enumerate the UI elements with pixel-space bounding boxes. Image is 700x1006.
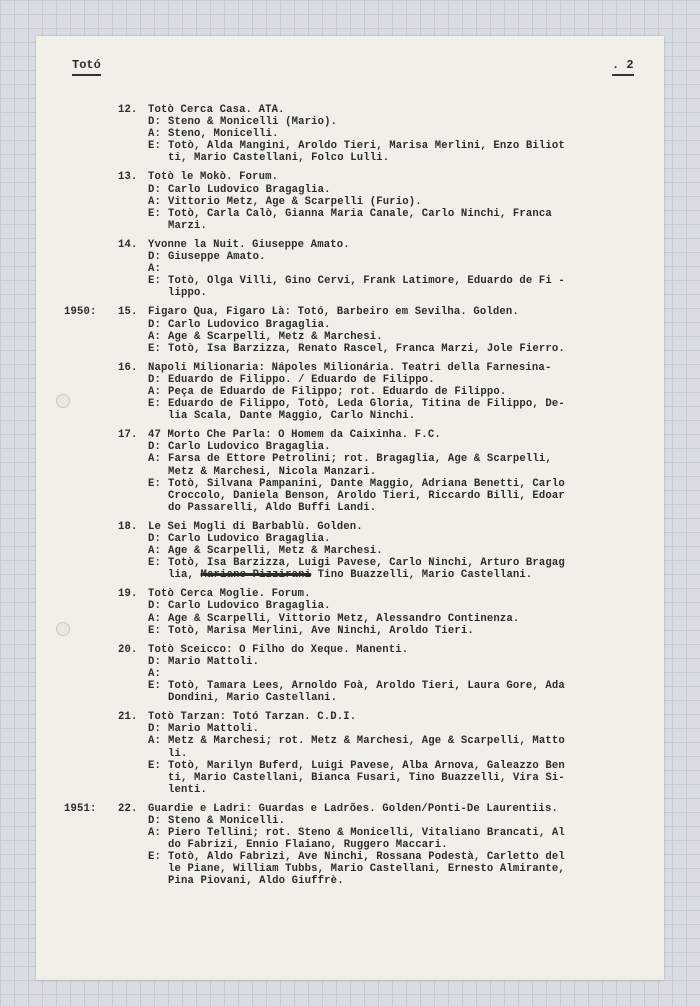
credit-continuation [64, 220, 644, 232]
film-entry [64, 803, 644, 888]
credit-text: Age & Scarpelli, Metz & Marchesi. [168, 545, 383, 558]
continuation-text: Tino Buazzelli, Mario Castellani. [311, 569, 533, 582]
entry-number: 15. [118, 306, 138, 319]
credit-text: Mario Mattoli. [168, 655, 260, 668]
credit-continuation [64, 410, 644, 422]
credit-label: D: [148, 533, 162, 545]
credit-label: E: [148, 680, 162, 693]
credit-continuation [64, 748, 644, 760]
credit-label: D: [148, 183, 162, 196]
entry-number: 19. [118, 588, 138, 601]
credit-line [64, 386, 644, 398]
credit-label: D: [148, 655, 162, 668]
credit-line [64, 331, 644, 343]
continuation-text: lia, [168, 569, 201, 582]
entry-year: 1951: [64, 802, 97, 815]
credit-continuation [64, 692, 644, 704]
credit-continuation [64, 490, 644, 502]
credit-text: Totò, Tamara Lees, Arnoldo Foà, Aroldo Tieri, Laura Gore, Ada [168, 680, 565, 693]
credit-text: Metz & Marchesi; rot. Metz & Marchesi, Age & Scarpelli, Matto [168, 735, 565, 748]
struck-text: Mariano Pizzirani [200, 569, 312, 582]
credit-line [64, 668, 644, 680]
credit-line [64, 545, 644, 557]
entry-number: 18. [118, 520, 138, 533]
credit-label: E: [148, 624, 162, 637]
entry-title: Guardie e Ladri: Guardas e Ladrões. Golden/Ponti-De Laurentiis. [148, 802, 558, 815]
credit-text: Totò, Silvana Pampanini, Dante Maggio, Adriana Benetti, Carlo [168, 477, 565, 490]
filmography-list [64, 104, 644, 895]
credit-line [64, 263, 644, 275]
continuation-text: lia Scala, Dante Maggio, Carlo Ninchi. [168, 410, 416, 423]
credit-continuation [64, 569, 644, 581]
header-title: Totó [72, 58, 101, 76]
credit-line [64, 613, 644, 625]
entry-title: Totò Cerca Moglie. Forum. [148, 588, 311, 601]
credit-label: D: [148, 723, 162, 736]
credit-text: Giuseppe Amato. [168, 251, 266, 264]
credit-line [64, 815, 644, 827]
credit-line [64, 680, 644, 692]
credit-label: A: [148, 827, 162, 840]
credit-label: D: [148, 600, 162, 613]
credit-text: Farsa de Ettore Petrolini; rot. Bragaglia, Age & Scarpelli, [168, 453, 552, 466]
credit-line [64, 453, 644, 465]
credit-text: Peça de Eduardo de Filippo; rot. Eduardo de Filippo. [168, 385, 507, 398]
credit-line [64, 827, 644, 839]
film-entry [64, 104, 644, 164]
credit-text: Totò, Marilyn Buferd, Luigi Pavese, Alba Arnova, Galeazzo Ben [168, 759, 565, 772]
credit-text: Totò, Aldo Fabrizi, Ave Ninchi, Rossana Podestà, Carletto del [168, 851, 565, 864]
credit-label: D: [148, 373, 162, 386]
credit-line [64, 196, 644, 208]
credit-text: Totò, Alda Mangini, Aroldo Tieri, Marisa Merlini, Enzo Biliot [168, 140, 565, 153]
credit-label: A: [148, 330, 162, 343]
credit-continuation [64, 466, 644, 478]
entry-title: Totò le Mokò. Forum. [148, 171, 279, 184]
entry-year: 1950: [64, 306, 97, 319]
credit-text: Totò, Marisa Merlini, Ave Ninchi, Aroldo Tieri. [168, 624, 474, 637]
entry-title: Yvonne la Nuit. Giuseppe Amato. [148, 238, 350, 251]
credit-line [64, 319, 644, 331]
credit-text: Carlo Ludovico Bragaglia. [168, 441, 331, 454]
credit-text: Age & Scarpelli, Metz & Marchesi. [168, 330, 383, 343]
continuation-text: ti, Mario Castellani, Bianca Fusari, Tino Buazzelli, Vira Si- [168, 771, 565, 784]
entry-number: 17. [118, 429, 138, 442]
credit-label: E: [148, 398, 162, 411]
film-entry [64, 644, 644, 704]
credit-text: Steno & Monicelli (Mario). [168, 116, 338, 129]
credit-line [64, 557, 644, 569]
credit-label: A: [148, 195, 162, 208]
continuation-text: do Fabrizi, Ennio Flaiano, Ruggero Maccari. [168, 839, 448, 852]
credit-continuation [64, 772, 644, 784]
credit-line [64, 533, 644, 545]
credit-label: E: [148, 140, 162, 153]
continuation-text: ti, Mario Castellani, Folco Lulli. [168, 152, 390, 165]
entry-number: 22. [118, 802, 138, 815]
credit-text: Carlo Ludovico Bragaglia. [168, 533, 331, 545]
credit-text: Totò, Olga Villi, Gino Cervi, Frank Latimore, Eduardo de Fi - [168, 275, 565, 288]
credit-label: A: [148, 453, 162, 466]
credit-line [64, 656, 644, 668]
page-number: . 2 [612, 58, 634, 76]
credit-continuation: Pina Piovani, Aldo Giuffrè. [168, 875, 344, 888]
film-entry [64, 171, 644, 231]
credit-line [64, 398, 644, 410]
film-entry [64, 362, 644, 422]
credit-line [64, 723, 644, 735]
continuation-text: lippo. [168, 287, 208, 300]
entry-number: 20. [118, 643, 138, 656]
film-entry [64, 429, 644, 514]
credit-continuation: do Passarelli, Aldo Buffi Landi. [168, 501, 377, 514]
credit-continuation: lenti. [168, 783, 208, 796]
continuation-text: Metz & Marchesi, Nicola Manzari. [168, 465, 377, 478]
credit-label: A: [148, 612, 162, 625]
credit-text: Piero Tellini; rot. Steno & Monicelli, Vitaliano Brancati, Al [168, 827, 565, 840]
credit-label: D: [148, 814, 162, 827]
credit-label: E: [148, 207, 162, 220]
entry-title: Figaro Qua, Figaro Là: Totó, Barbeiro em Sevilha. Golden. [148, 306, 519, 319]
credit-line [64, 275, 644, 287]
credit-label: A: [148, 263, 162, 276]
credit-line [64, 251, 644, 263]
credit-text: Totò, Isa Barzizza, Luigi Pavese, Carlo Ninchi, Arturo Bragag [168, 557, 565, 570]
film-entry [64, 239, 644, 299]
credit-label: E: [148, 851, 162, 864]
entry-title: Totò Tarzan: Totó Tarzan. C.D.I. [148, 711, 357, 724]
credit-line [64, 343, 644, 355]
entry-number: 13. [118, 171, 138, 184]
continuation-text: Dondini, Mario Castellani. [168, 692, 338, 705]
entry-number: 16. [118, 361, 138, 374]
film-entry [64, 588, 644, 636]
credit-label: E: [148, 557, 162, 570]
continuation-text: Marzi. [168, 219, 208, 232]
credit-text: Steno, Monicelli. [168, 128, 279, 141]
credit-label: D: [148, 251, 162, 264]
entry-number: 12. [118, 104, 138, 116]
entry-title: Napoli Milionaria: Nápoles Milionária. Teatri della Farnesina- [148, 361, 552, 374]
credit-label: E: [148, 342, 162, 355]
credit-continuation [64, 287, 644, 299]
continuation-text: le Piane, William Tubbs, Mario Castellani, Ernesto Almirante, [168, 863, 565, 876]
credit-text: Totò, Isa Barzizza, Renato Rascel, Franca Marzi, Jole Fierro. [168, 342, 565, 355]
credit-line [64, 625, 644, 637]
credit-continuation [64, 839, 644, 851]
credit-label: A: [148, 667, 162, 680]
credit-label: E: [148, 759, 162, 772]
credit-line [64, 851, 644, 863]
film-entry [64, 521, 644, 581]
credit-line [64, 735, 644, 747]
continuation-text: li. [168, 747, 188, 760]
credit-label: E: [148, 477, 162, 490]
credit-text: Steno & Monicelli. [168, 814, 286, 827]
credit-continuation [64, 863, 644, 875]
credit-text: Mario Mattoli. [168, 723, 260, 736]
credit-text: Eduardo de Filippo. / Eduardo de Filippo. [168, 373, 435, 386]
credit-label: D: [148, 116, 162, 129]
credit-label: A: [148, 545, 162, 558]
credit-text: Carlo Ludovico Bragaglia. [168, 600, 331, 613]
credit-line [64, 128, 644, 140]
continuation-text: Croccolo, Daniela Benson, Aroldo Tieri, Riccardo Billi, Edoar [168, 489, 565, 502]
credit-line [64, 374, 644, 386]
credit-label: D: [148, 318, 162, 331]
film-entry [64, 306, 644, 354]
film-entry [64, 711, 644, 796]
credit-text: Carlo Ludovico Bragaglia. [168, 318, 331, 331]
credit-label: E: [148, 275, 162, 288]
entry-title: Totò Sceicco: O Filho do Xeque. Manenti. [148, 643, 409, 656]
credit-line [64, 184, 644, 196]
credit-line [64, 478, 644, 490]
credit-line [64, 140, 644, 152]
credit-line [64, 441, 644, 453]
credit-label: A: [148, 735, 162, 748]
credit-line [64, 208, 644, 220]
credit-line [64, 600, 644, 612]
credit-text: Age & Scarpelli, Vittorio Metz, Alessandro Continenza. [168, 612, 520, 625]
credit-text: Totò, Carla Calò, Gianna Maria Canale, Carlo Ninchi, Franca [168, 207, 552, 220]
credit-continuation [64, 152, 644, 164]
entry-title: 47 Morto Che Parla: O Homem da Caixinha. F.C. [148, 429, 441, 442]
credit-label: D: [148, 441, 162, 454]
entry-title: Totò Cerca Casa. ATA. [148, 104, 285, 116]
credit-line [64, 116, 644, 128]
entry-number: 14. [118, 238, 138, 251]
entry-number: 21. [118, 711, 138, 724]
credit-text: Eduardo de Filippo, Totò, Leda Gloria, Titina de Filippo, De- [168, 398, 565, 411]
entry-title: Le Sei Mogli di Barbablù. Golden. [148, 520, 363, 533]
credit-label: A: [148, 385, 162, 398]
credit-text: Carlo Ludovico Bragaglia. [168, 183, 331, 196]
credit-label: A: [148, 128, 162, 141]
credit-text: Vittorio Metz, Age & Scarpelli (Furio). [168, 195, 422, 208]
credit-line [64, 760, 644, 772]
